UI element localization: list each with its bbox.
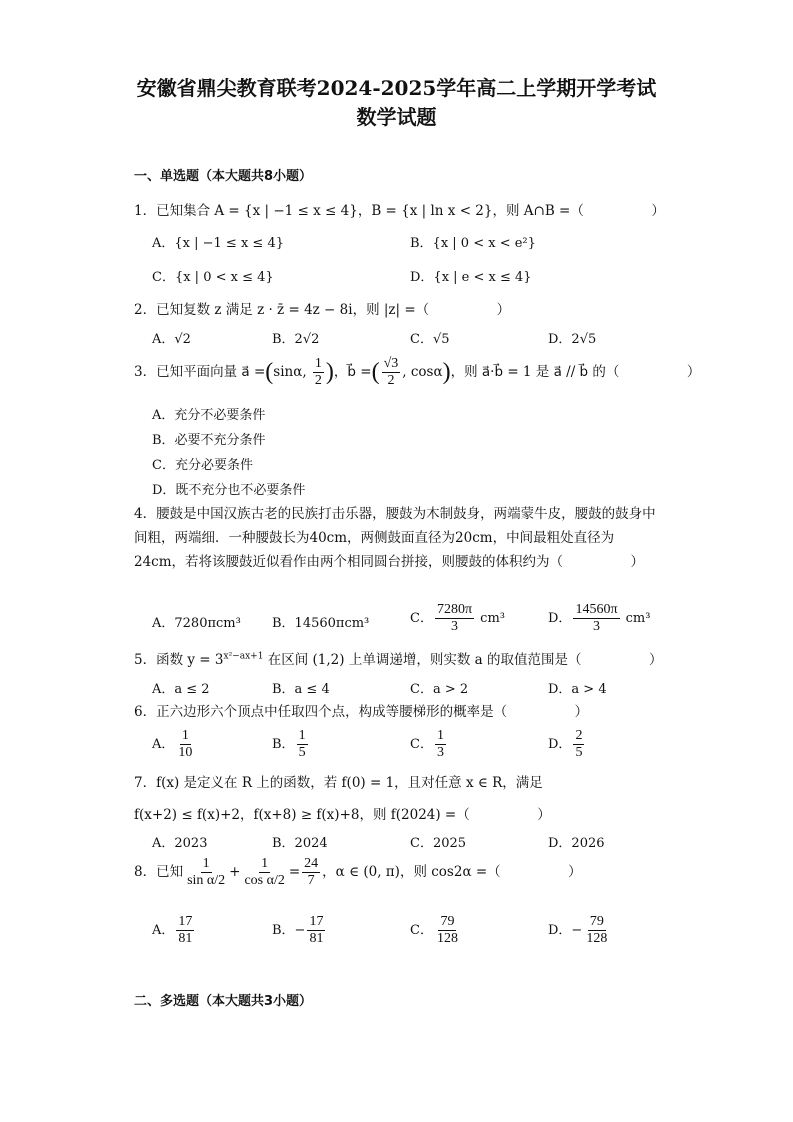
- section-heading-multiple-choice: 二、多选题（本大题共3小题）: [134, 994, 313, 1009]
- q2-option-d: D．2√5: [548, 332, 597, 347]
- q2-option-c: C．√5: [410, 332, 450, 347]
- q1-option-d: D．{x | e < x ≤ 4}: [410, 270, 532, 285]
- q3-b-label: ，b⃗ =: [333, 364, 372, 380]
- q4-option-a: A．7280πcm³: [152, 616, 241, 631]
- q3-stem: 3．已知平面向量 a⃗ =(sinα, $\frac{1}{2}$ )，b⃗ =( $\frac{√3}{2}$ , cosα)，则 a⃗·b⃗ = 1 是 a⃗ // b⃗ 的（ ）: [134, 356, 701, 388]
- q7-stem-line1: 7．f(x) 是定义在 R 上的函数，若 f(0) = 1，且对任意 x ∈ R，满足: [134, 775, 543, 791]
- q2-option-a: A．√2: [152, 332, 191, 347]
- q5-option-b: B．a ≤ 4: [272, 682, 330, 697]
- q7-option-b: B．2024: [272, 836, 328, 851]
- q7-option-a: A．2023: [152, 836, 208, 851]
- q3-option-a: A．充分不必要条件: [152, 408, 266, 423]
- q6-option-c: C． $\frac{1}{3}$: [410, 728, 444, 760]
- q5-option-d: D．a > 4: [548, 682, 607, 697]
- q8-fraction-cos: $\frac{1}{\text{cos α/2}}$: [244, 856, 285, 888]
- q7-option-d: D．2026: [548, 836, 605, 851]
- q2-stem: 2．已知复数 z 满足 z · z̄ = 4z − 8i，则 |z| =（ ）: [134, 302, 511, 318]
- page-title-line2: 数学试题: [356, 105, 437, 129]
- q1-option-a: A．{x | −1 ≤ x ≤ 4}: [152, 236, 284, 251]
- q4-option-b: B．14560πcm³: [272, 616, 370, 631]
- q8-option-c: C． $\frac{79}{128}$: [410, 914, 458, 946]
- q3-option-d: D．既不充分也不必要条件: [152, 483, 306, 498]
- q7-stem-line2: f(x+2) ≤ f(x)+2，f(x+8) ≥ f(x)+8，则 f(2024) =（ ）: [134, 807, 551, 823]
- q6-option-b: B． $\frac{1}{5}$: [272, 728, 306, 760]
- q4-option-c: C． $\frac{7280\pi}{3}$ cm³: [410, 602, 505, 634]
- q5-stem: 5．函数 $y = 3^{x^2-ax+1}$ 在区间 (1,2) 上单调递增，则实数 a 的取值范围是（ ）: [134, 651, 663, 668]
- q7-option-c: C．2025: [410, 836, 467, 851]
- page-title-line1: 安徽省鼎尖教育联考2024-2025学年高二上学期开学考试: [136, 76, 657, 100]
- q5-option-a: A．a ≤ 2: [152, 682, 210, 697]
- q3-option-c: C．充分必要条件: [152, 458, 253, 473]
- q4-option-d: D． $\frac{14560\pi}{3}$ cm³: [548, 602, 651, 634]
- q6-option-a: A． $\frac{1}{10}$: [152, 728, 193, 760]
- q3-b-vector: , cosα: [402, 364, 443, 380]
- q3-a-vector: sinα,: [273, 364, 311, 380]
- q3-stem-post: ，则 a⃗·b⃗ = 1 是 a⃗ // b⃗ 的（ ）: [450, 364, 701, 380]
- q8-option-d: D．− $\frac{79}{128}$: [548, 914, 608, 946]
- q6-option-d: D． $\frac{2}{5}$: [548, 728, 583, 760]
- q4-stem: 4．腰鼓是中国汉族古老的民族打击乐器，腰鼓为木制鼓身，两端蒙牛皮，腰鼓的鼓身中间粗，两端细．一种腰鼓长为40cm，两侧鼓面直径为20cm，中间最粗处直径为24cm，若将该腰鼓近似看作由两个相同圆台拼接，则腰鼓的体积约为（ ）: [134, 506, 656, 570]
- q8-fraction-24-7: $\frac{24}{7}$: [304, 856, 319, 888]
- q6-stem: 6．正六边形六个顶点中任取四个点，构成等腰梯形的概率是（ ）: [134, 704, 589, 720]
- q5-option-c: C．a > 2: [410, 682, 469, 697]
- q3-sqrt3-fraction: $\frac{√3}{2}$: [383, 356, 399, 388]
- section-heading-single-choice: 一、单选题（本大题共8小题）: [134, 169, 313, 184]
- q1-option-c: C．{x | 0 < x ≤ 4}: [152, 270, 274, 285]
- q1-stem: 1．已知集合 A = {x | −1 ≤ x ≤ 4}，B = {x | ln x < 2}，则 A∩B =（ ）: [134, 203, 665, 219]
- q8-fraction-sin: $\frac{1}{\text{sin α/2}}$: [187, 856, 226, 888]
- q8-option-a: A． $\frac{17}{81}$: [152, 914, 193, 946]
- q5-exponent: x²−ax+1: [223, 651, 264, 662]
- q3-stem-pre: 3．已知平面向量 a⃗ =: [134, 364, 266, 380]
- q3-half-fraction: $\frac{1}{2}$: [314, 356, 322, 388]
- q8-option-b: B．− $\frac{17}{81}$: [272, 914, 324, 946]
- q3-option-b: B．必要不充分条件: [152, 433, 266, 448]
- q8-stem: 8．已知 $\frac{1}{\text{sin α/2}}$ + $\frac{1}{\text{cos α/2}}$ = $\frac{24}{7}$ ，α ∈ (0, π)，则 cos2α =（ ）: [134, 856, 582, 888]
- q2-option-b: B．2√2: [272, 332, 320, 347]
- q1-option-b: B．{x | 0 < x < e²}: [410, 236, 536, 251]
